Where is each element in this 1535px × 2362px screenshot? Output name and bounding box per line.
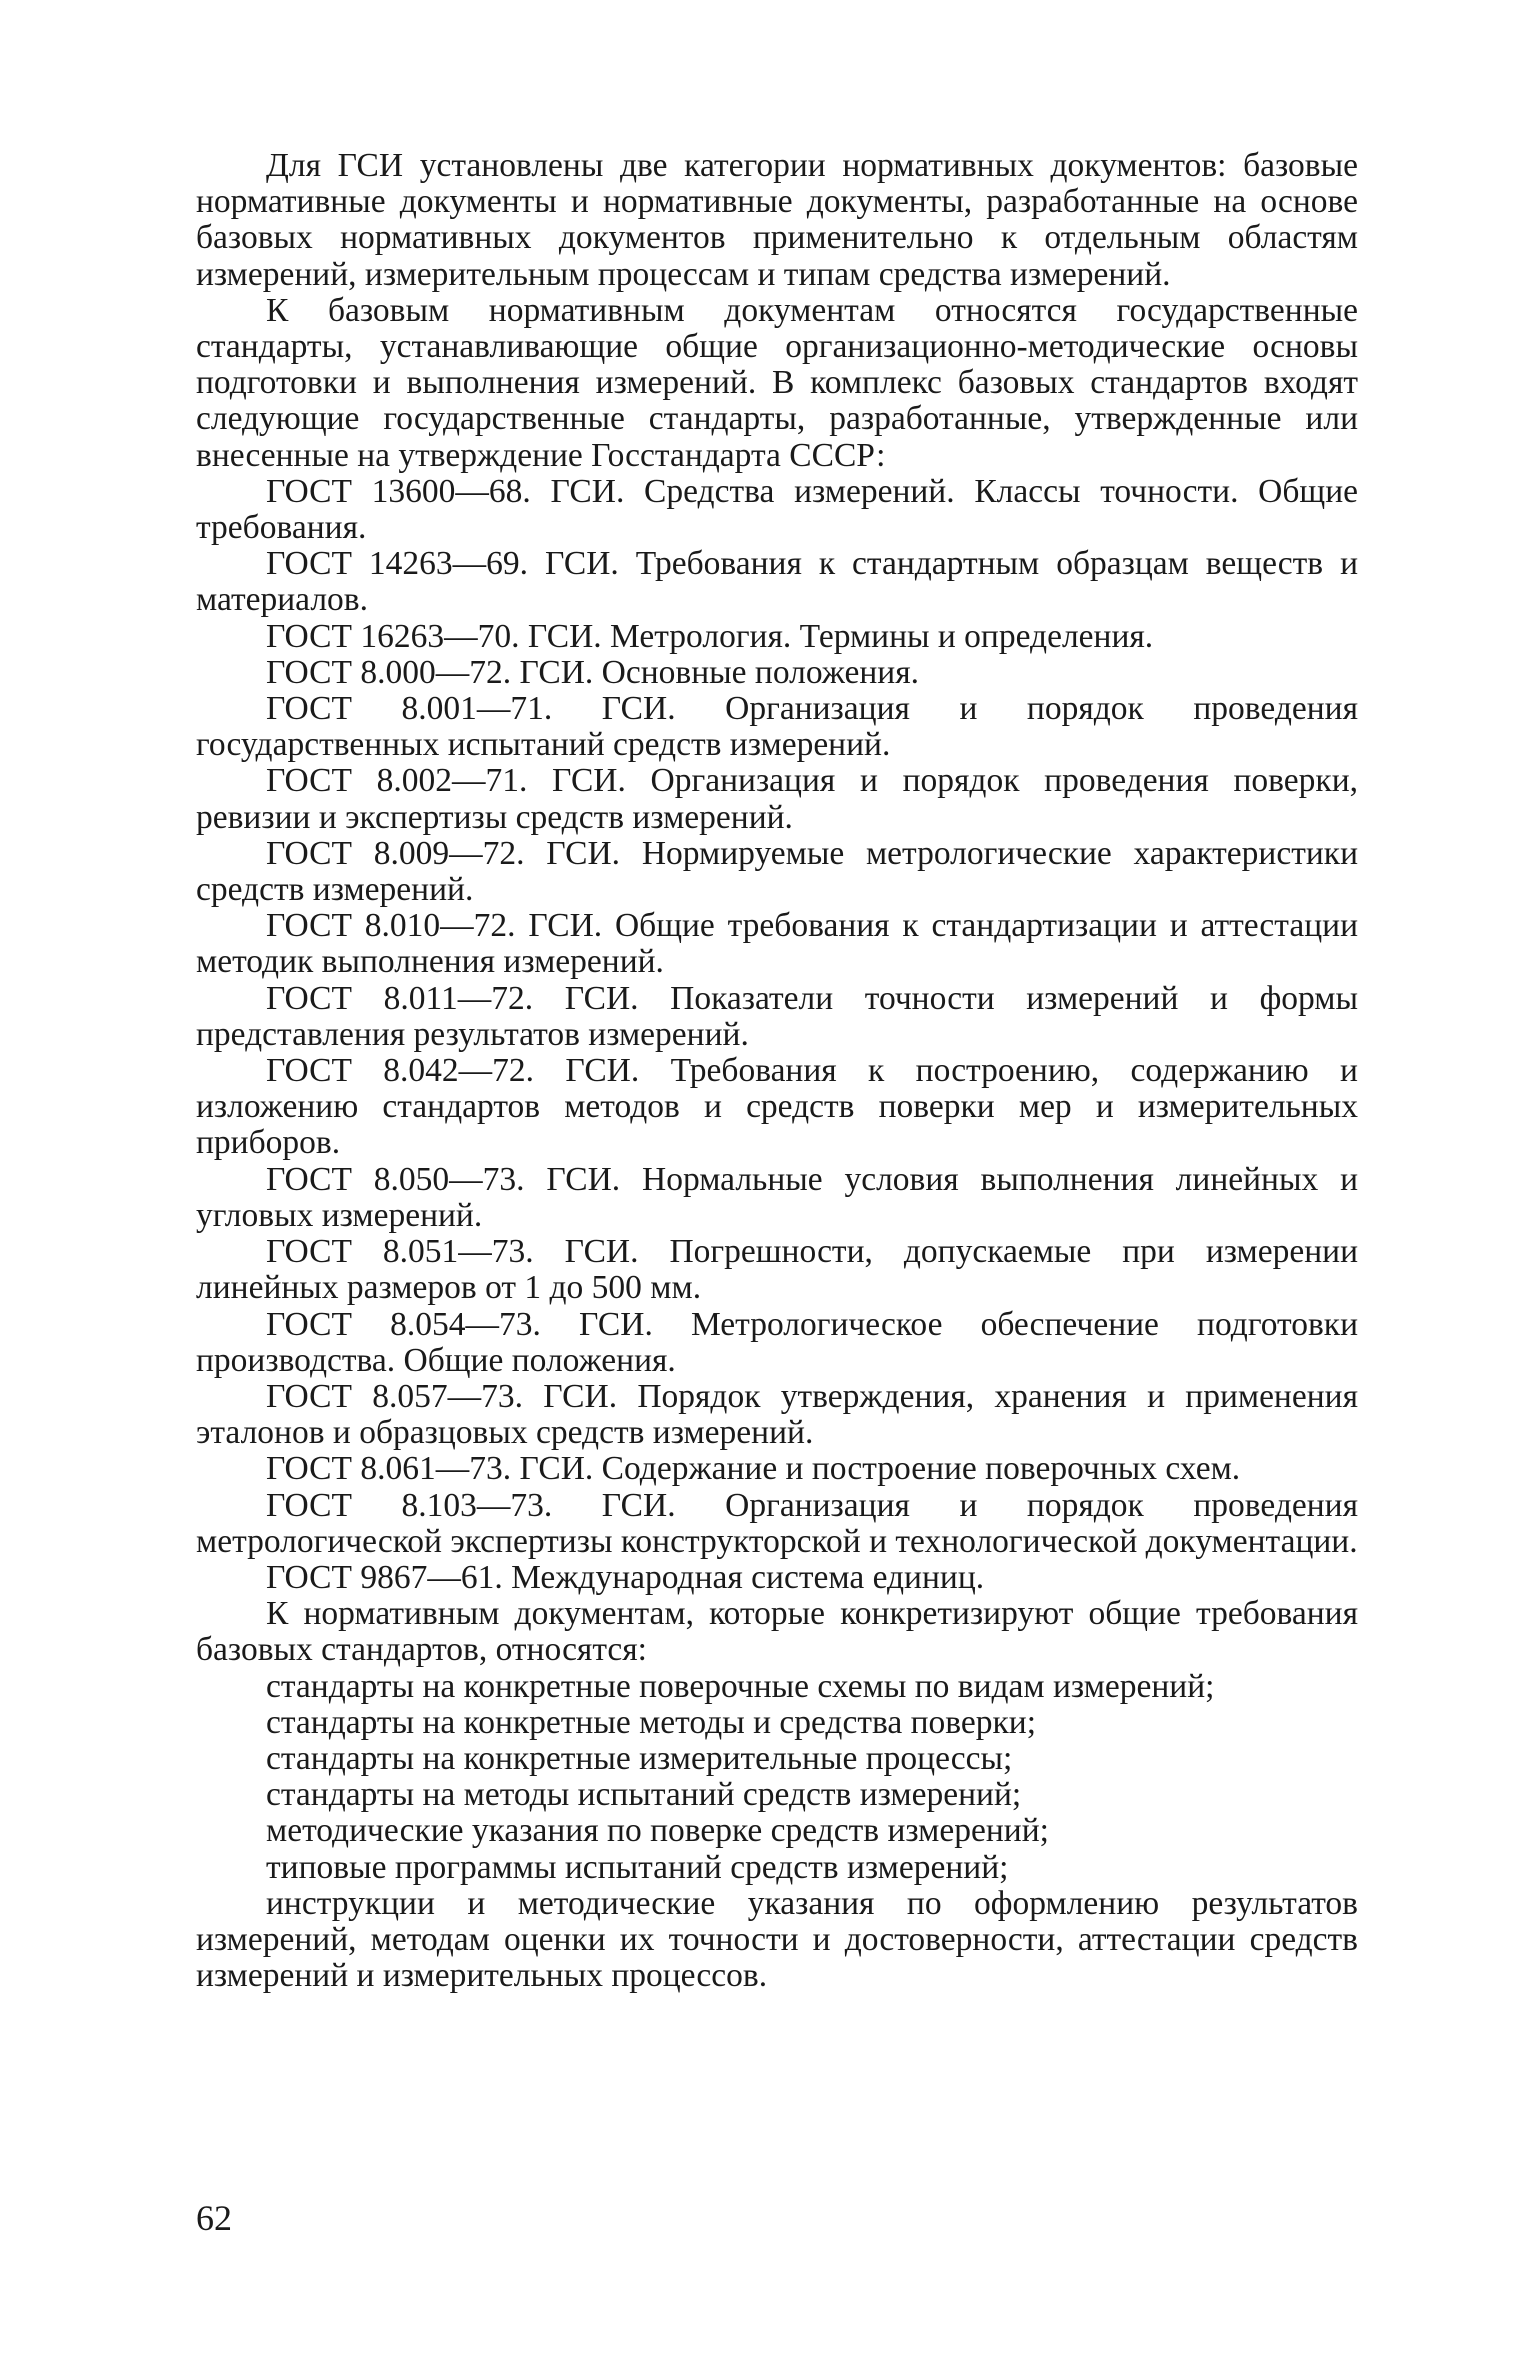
standard-gost-16263: ГОСТ 16263—70. ГСИ. Метрология. Термины и определения. [266,617,1154,655]
list-item: стандарты на методы испытаний средств измерений; [266,1776,1022,1814]
standard-gost-9867: ГОСТ 9867—61. Международная система единиц. [266,1558,985,1596]
standard-gost-8-011: ГОСТ 8.011—72. ГСИ. Показатели точности измерений и формы представления результатов измерений. [196,979,1358,1053]
paragraph-intro: Для ГСИ установлены две категории нормативных документов: базовые нормативные документы и нормативные документы, разработанные на основе базовых нормативных документов применительно к отдельным областям измерений, измерительным процессам и типам средства измерений. [196,147,1358,293]
list-item: типовые программы испытаний средств измерений; [266,1848,1009,1886]
paragraph-base-docs: К базовым нормативным документам относятся государственные стандарты, устанавливающие общие организационно-методические основы подготовки и выполнения измерений. В комплекс базовых стандартов входят следующие государственные стандарты, разработанные, утвержденные или внесенные на утверждение Госстандарта СССР: [196,291,1358,474]
standard-gost-8-000: ГОСТ 8.000—72. ГСИ. Основные положения. [266,653,919,691]
page-number: 62 [196,2198,232,2238]
standard-gost-13600: ГОСТ 13600—68. ГСИ. Средства измерений. Классы точности. Общие требования. [196,472,1358,547]
standard-gost-8-001: ГОСТ 8.001—71. ГСИ. Организация и порядок проведения государственных испытаний средств измерений. [196,690,1358,764]
body-text [196,148,1358,1994]
standard-gost-8-103: ГОСТ 8.103—73. ГСИ. Организация и порядок проведения метрологической экспертизы конструкторской и технологической документации. [196,1486,1358,1560]
list-item: стандарты на конкретные измерительные процессы; [266,1739,1013,1777]
list-item: стандарты на конкретные методы и средства поверки; [266,1703,1037,1741]
standard-gost-8-009: ГОСТ 8.009—72. ГСИ. Нормируемые метрологические характеристики средств измерений. [196,834,1358,909]
paragraph-specific-docs: К нормативным документам, которые конкретизируют общие требования базовых стандартов, относятся: [196,1595,1358,1669]
standard-gost-8-054: ГОСТ 8.054—73. ГСИ. Метрологическое обеспечение подготовки производства. Общие положения. [196,1305,1358,1379]
standard-gost-8-050: ГОСТ 8.050—73. ГСИ. Нормальные условия выполнения линейных и угловых измерений. [196,1160,1358,1234]
standard-gost-8-010: ГОСТ 8.010—72. ГСИ. Общие требования к стандартизации и аттестации методик выполнения измерений. [196,907,1358,981]
standard-gost-8-042: ГОСТ 8.042—72. ГСИ. Требования к построению, содержанию и изложению стандартов методов и средств поверки мер и измерительных приборов. [196,1052,1358,1162]
list-item: стандарты на конкретные поверочные схемы по видам измерений; [266,1667,1215,1705]
standard-gost-14263: ГОСТ 14263—69. ГСИ. Требования к стандартным образцам веществ и материалов. [196,545,1358,619]
standard-gost-8-061: ГОСТ 8.061—73. ГСИ. Содержание и построение поверочных схем. [266,1450,1241,1488]
standard-gost-8-002: ГОСТ 8.002—71. ГСИ. Организация и порядок проведения поверки, ревизии и экспертизы средств измерений. [196,762,1358,836]
list-item: методические указания по поверке средств измерений; [266,1812,1049,1850]
standard-gost-8-057: ГОСТ 8.057—73. ГСИ. Порядок утверждения, хранения и применения эталонов и образцовых средств измерений. [196,1377,1358,1452]
list-item: инструкции и методические указания по оформлению результатов измерений, методам оценки их точности и достоверности, аттестации средств измерений и измерительных процессов. [196,1884,1358,1995]
standard-gost-8-051: ГОСТ 8.051—73. ГСИ. Погрешности, допускаемые при измерении линейных размеров от 1 до 500 мм. [196,1233,1358,1307]
